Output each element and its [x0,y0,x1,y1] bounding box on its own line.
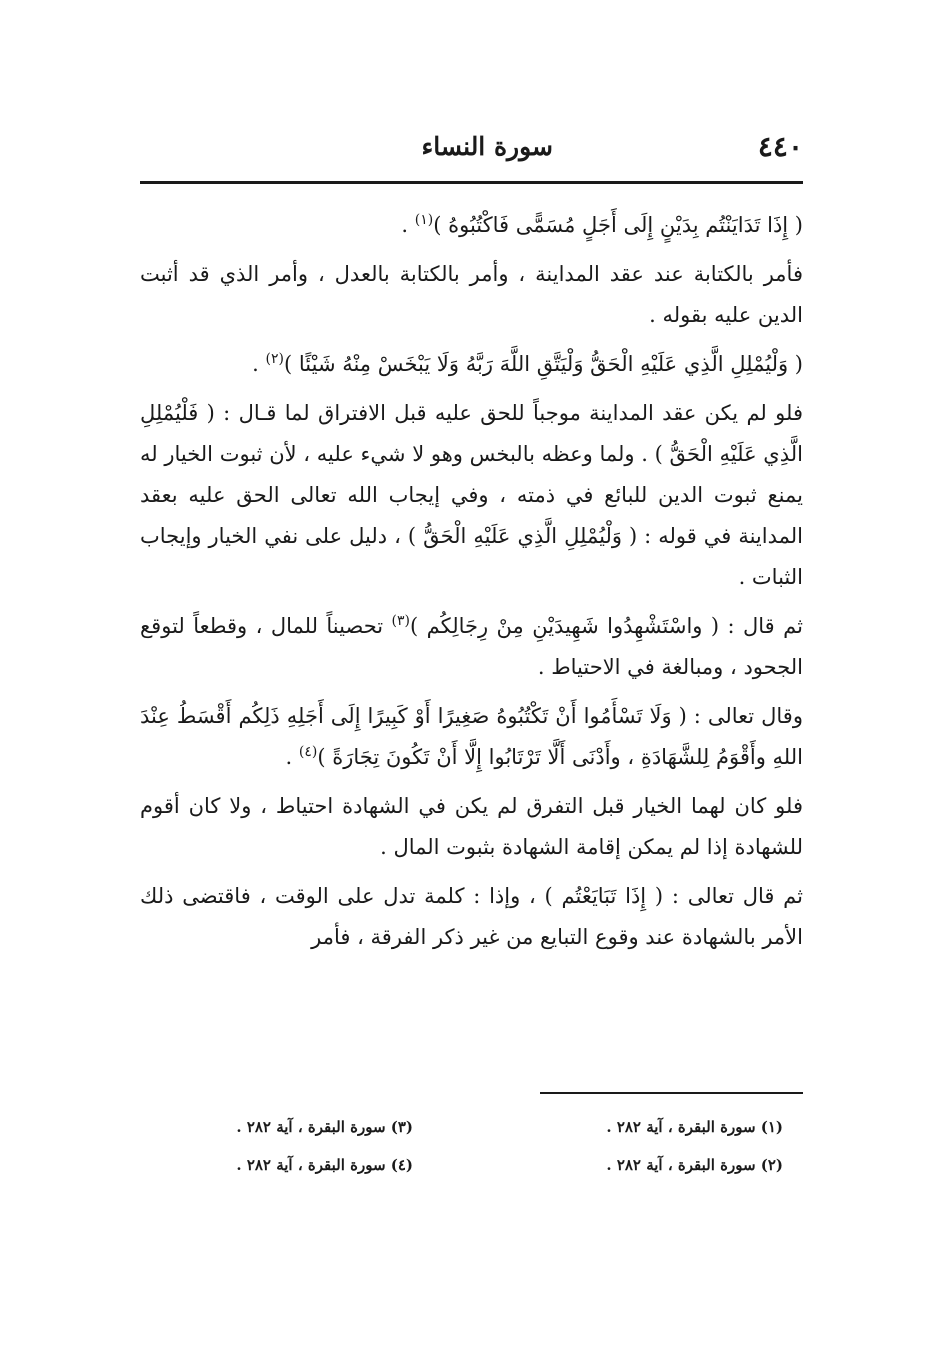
footnote-ref: (١) [414,212,434,228]
paragraph-text: ثم قال : ( واسْتَشْهِدُوا شَهِيدَيْنِ مِنْ رِجَالِكُم ) [410,614,803,638]
footnote-ref: (٢) [265,351,284,367]
paragraph-text: ( إِذَا تَدَايَنْتُم بِدَيْنٍ إِلَى أَجَلٍ مُسَمًّى فَاكْتُبُوهُ ) [433,213,803,237]
paragraph-6 [140,696,803,778]
paragraph-text: فلو لم يكن عقد المداينة موجباً للحق عليه قبل الافتراق لما قـال : ( فَلْيُمْلِلِ الَّذِي عَلَيْهِ الْحَقُّ ) . ولما وعظه بالبخس وهو لا شيء عليه ، لأن ثبوت الخيار له يمنع ثبوت الدين للبائع في ذمته ، وفي إيجاب الله تعالى الحق عليه بعقد المداينة في قوله : ( وَلْيُمْلِلِ الَّذِي عَلَيْهِ الْحَقُّ ) ، دليل على نفي الخيار وإيجاب الثبات . [140,401,803,589]
paragraph-2 [140,254,803,336]
paragraph-4 [140,393,803,598]
paragraph-text: وقال تعالى : ( وَلَا تَسْأَمُوا أَنْ تَكْتُبُوهُ صَغِيرًا أَوْ كَبِيرًا إِلَى أَجَلِهِ ذَلِكُم أَقْسَطُ عِنْدَ اللهِ وأَقْوَمُ لِلشَّهَادَةِ ، وأَدْنَى أَلَّا تَرْتَابُوا إِلَّا أَنْ تَكُونَ تِجَارَةً ) [140,704,803,769]
paragraph-text: ( وَلْيُمْلِلِ الَّذِي عَلَيْهِ الْحَقُّ وَلْيَتَّقِ اللَّهَ رَبَّهُ وَلَا يَبْخَسْ مِنْهُ شَيْئًا ) [284,352,803,376]
footnote-ref: (٤) [298,744,318,760]
paragraph-8 [140,876,803,958]
paragraph-tail: . [252,352,266,376]
page-number: ٤٤٠ [757,130,803,163]
surah-title: سورة النساء [421,132,553,161]
header-divider [140,181,803,184]
footnote-ref: (٣) [391,613,410,629]
footnotes [140,1118,803,1198]
paragraph-7 [140,786,803,868]
body-text [140,205,803,966]
paragraph-text: فلو كان لهما الخيار قبل التفرق لم يكن في الشهادة احتياط ، ولا كان أقوم للشهادة إذا لم يمكن إقامة الشهادة بثبوت المال . [140,794,803,859]
footnote-2: (٢) سورة البقرة ، آية ٢٨٢ . [606,1156,783,1174]
paragraph-tail: . [401,213,415,237]
footnote-1: (١) سورة البقرة ، آية ٢٨٢ . [606,1118,783,1136]
paragraph-5 [140,606,803,688]
footnote-divider [540,1092,803,1094]
page-header [140,130,803,170]
paragraph-tail: . [285,745,299,769]
paragraph-verse-1 [140,205,803,246]
paragraph-text: ثم قال تعالى : ( إِذَا تَبَايَعْتُم ) ، وإذا : كلمة تدل على الوقت ، فاقتضى ذلك الأمر بالشهادة عند وقوع التبايع من غير ذكر الفرقة ، فأمر [140,884,803,949]
footnote-4: (٤) سورة البقرة ، آية ٢٨٢ . [236,1156,413,1174]
paragraph-tail: تحصيناً للمال ، وقطعاً لتوقع الجحود ، ومبالغة في الاحتياط . [140,614,803,679]
paragraph-text: فأمر بالكتابة عند عقد المداينة ، وأمر بالكتابة بالعدل ، وأمر الذي قد أثبت الدين عليه بقوله . [140,262,803,327]
footnote-3: (٣) سورة البقرة ، آية ٢٨٢ . [236,1118,413,1136]
paragraph-verse-3 [140,344,803,385]
